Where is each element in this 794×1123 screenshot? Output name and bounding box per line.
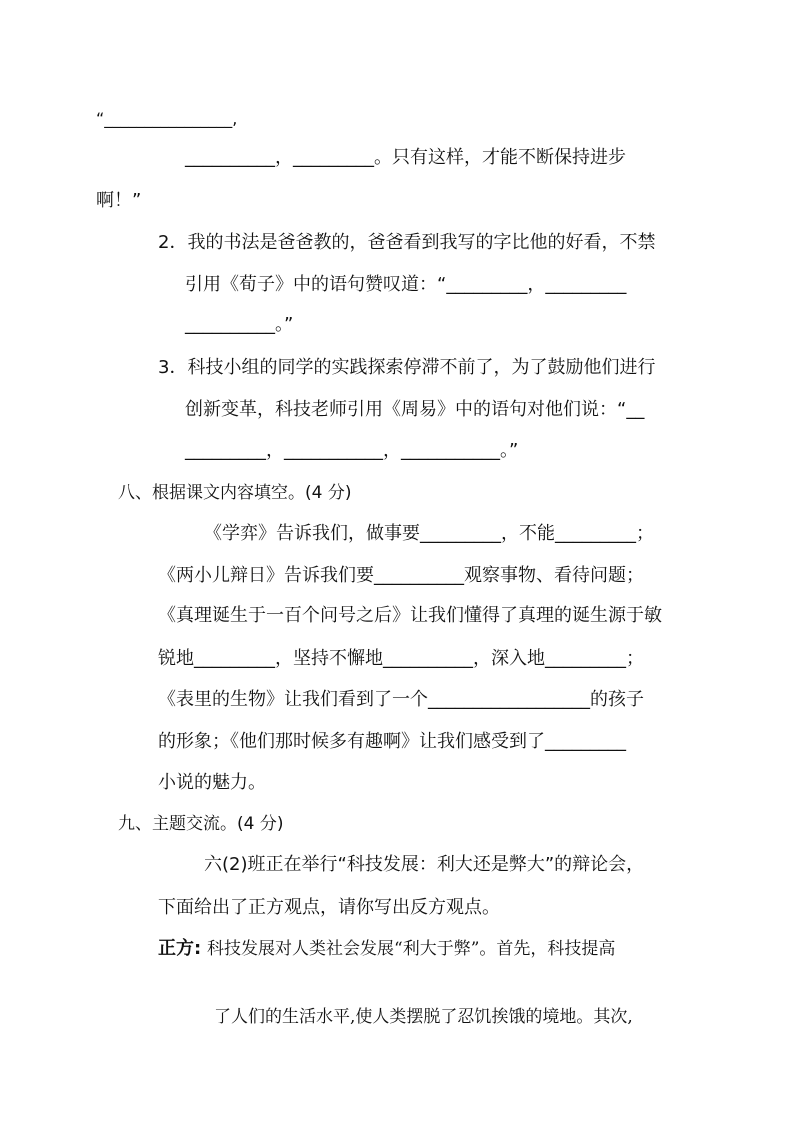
q8-line6: 的形象；《他们那时候多有趣啊》让我们感受到了_________ [158, 731, 626, 752]
pro-side-text-line1: 科技发展对人类社会发展“利大于弊”。首先，科技提高 [207, 939, 616, 959]
q8-line2: 《两小儿辩日》告诉我们要__________观察事物、看待问题； [158, 565, 644, 586]
q9-line1: 六(2)班正在举行“科技发展：利大还是弊大”的辩论会， [204, 854, 645, 875]
q8-line5: 《表里的生物》让我们看到了一个__________________的孩子 [158, 689, 644, 710]
q7-2-line1: 2．我的书法是爸爸教的，爸爸看到我写的字比他的好看，不禁 [158, 232, 656, 253]
q8-line4: 锐地_________，坚持不懈地__________，深入地_________； [158, 648, 644, 669]
q7-2-line3: __________。” [185, 314, 294, 335]
pro-side-label: 正方: [158, 938, 202, 959]
q7-3-line2: 创新变革，科技老师引用《周易》中的语句对他们说：“__ [185, 399, 645, 420]
q9-line2: 下面给出了正方观点，请你写出反方观点。 [158, 897, 500, 918]
q7-3-line3: _________，___________，___________。” [185, 440, 519, 461]
q8-line3: 《真理诞生于一百个问号之后》让我们懂得了真理的诞生源于敏 [158, 605, 662, 626]
pro-side-text-line2: 了人们的生活水平,使人类摆脱了忍饥挨饿的境地。其次, [214, 1007, 633, 1027]
q7-2-line2: 引用《荀子》中的语句赞叹道：“_________，_________ [185, 274, 627, 295]
q7-3-line1: 3．科技小组的同学的实践探索停滞不前了，为了鼓励他们进行 [158, 357, 656, 378]
q8-line7: 小说的魅力。 [158, 772, 266, 793]
section-9-heading: 九、主题交流。(4 分) [118, 814, 284, 834]
q7-1-line1: “________________, [96, 109, 238, 128]
q7-1-line3: 啊！” [96, 190, 142, 211]
section-8-heading: 八、根据课文内容填空。(4 分) [118, 483, 352, 503]
q7-1-line2: __________，_________。只有这样，才能不断保持进步 [185, 147, 626, 168]
q8-line1: 《学弈》告诉我们，做事要_________，不能_________； [204, 523, 654, 544]
